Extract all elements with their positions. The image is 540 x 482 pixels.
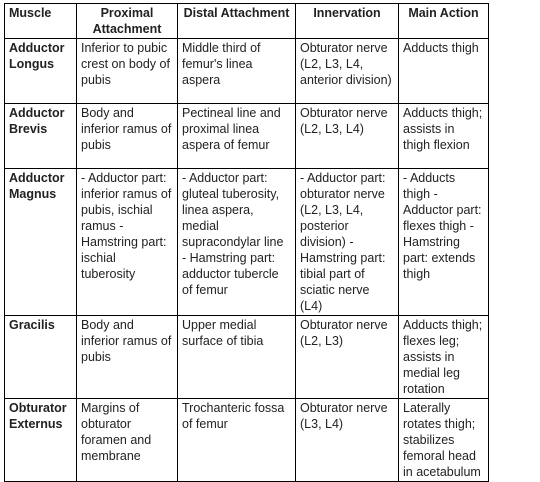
distal-cell: Pectineal line and proximal linea aspera of femur xyxy=(178,104,296,169)
table-row xyxy=(5,169,489,316)
distal-cell: Trochanteric fossa of femur xyxy=(178,399,296,482)
header-muscle: Muscle xyxy=(5,4,77,39)
proximal-cell: Body and inferior ramus of pubis xyxy=(77,104,178,169)
table-row xyxy=(5,104,489,169)
innervation-cell: - Adductor part: obturator nerve (L2, L3, L4, posterior division) - Hamstring part: tibial part of sciatic nerve (L4) xyxy=(296,169,399,316)
header-proximal-attachment: Proximal Attachment xyxy=(77,4,178,39)
innervation-cell: Obturator nerve (L2, L3, L4, anterior division) xyxy=(296,39,399,104)
muscle-cell: Adductor Magnus xyxy=(5,169,77,316)
innervation-cell: Obturator nerve (L2, L3) xyxy=(296,316,399,399)
innervation-cell: Obturator nerve (L3, L4) xyxy=(296,399,399,482)
action-cell: - Adducts thigh - Adductor part: flexes thigh - Hamstring part: extends thigh xyxy=(399,169,489,316)
header-distal-attachment: Distal Attachment xyxy=(178,4,296,39)
header-main-action: Main Action xyxy=(399,4,489,39)
header-innervation: Innervation xyxy=(296,4,399,39)
action-cell: Laterally rotates thigh; stabilizes femoral head in acetabulum xyxy=(399,399,489,482)
action-cell: Adducts thigh xyxy=(399,39,489,104)
muscle-table xyxy=(4,3,489,482)
muscle-cell: Adductor Brevis xyxy=(5,104,77,169)
table-row xyxy=(5,316,489,399)
table-row xyxy=(5,399,489,482)
distal-cell: - Adductor part: gluteal tuberosity, linea aspera, medial supracondylar line - Hamstring part: adductor tubercle of femur xyxy=(178,169,296,316)
action-cell: Adducts thigh; assists in thigh flexion xyxy=(399,104,489,169)
distal-cell: Middle third of femur's linea aspera xyxy=(178,39,296,104)
innervation-cell: Obturator nerve (L2, L3, L4) xyxy=(296,104,399,169)
muscle-cell: Obturator Externus xyxy=(5,399,77,482)
proximal-cell: Body and inferior ramus of pubis xyxy=(77,316,178,399)
proximal-cell: Margins of obturator foramen and membrane xyxy=(77,399,178,482)
muscle-cell: Adductor Longus xyxy=(5,39,77,104)
proximal-cell: - Adductor part: inferior ramus of pubis, ischial ramus - Hamstring part: ischial tuberosity xyxy=(77,169,178,316)
proximal-cell: Inferior to pubic crest on body of pubis xyxy=(77,39,178,104)
table-row xyxy=(5,39,489,104)
action-cell: Adducts thigh; flexes leg; assists in medial leg rotation xyxy=(399,316,489,399)
muscle-table-container xyxy=(4,3,489,482)
distal-cell: Upper medial surface of tibia xyxy=(178,316,296,399)
table-header-row xyxy=(5,4,489,39)
muscle-cell: Gracilis xyxy=(5,316,77,399)
